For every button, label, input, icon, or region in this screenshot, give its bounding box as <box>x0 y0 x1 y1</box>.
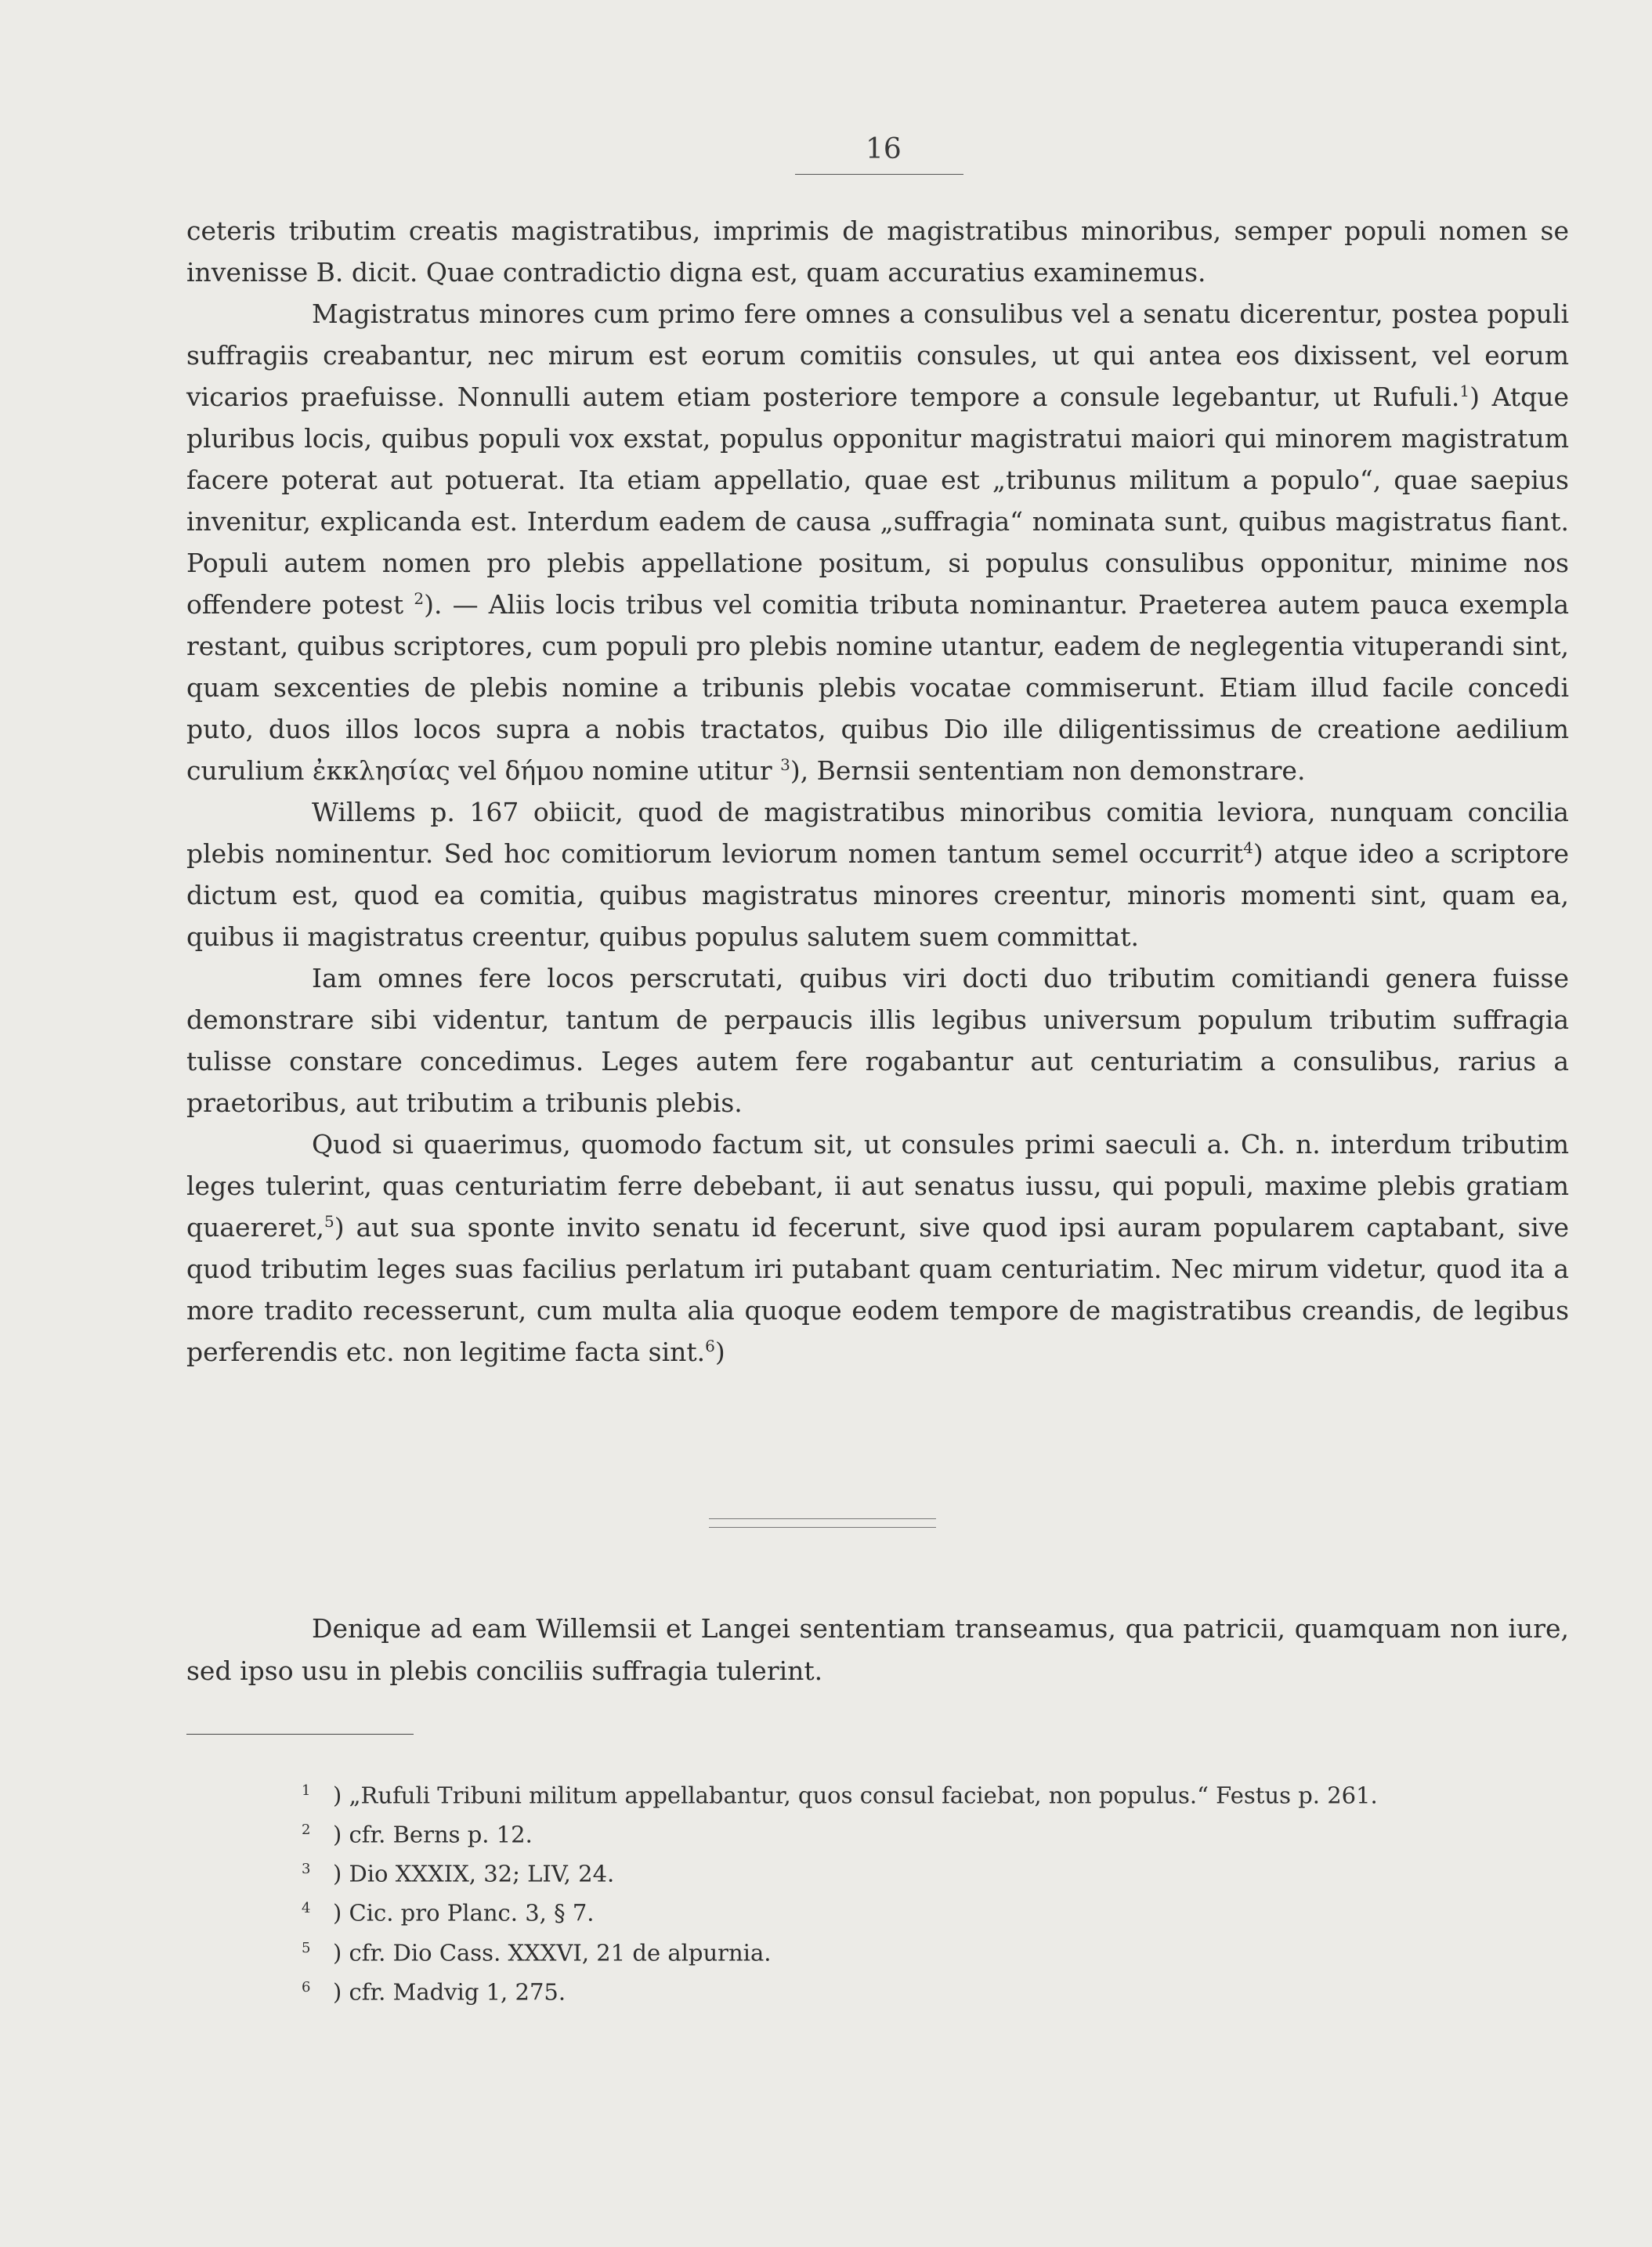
footnote-ref-4: 4 <box>1243 838 1253 857</box>
footnote-ref-2: 2 <box>414 589 425 608</box>
footnote <box>302 1931 1555 1970</box>
footnote <box>302 1970 1555 2010</box>
footnote-text: ) cfr. Berns p. 12. <box>333 1821 533 1848</box>
footnote <box>302 1813 1555 1852</box>
footnote-mark: 3 <box>302 1861 311 1878</box>
paragraph-3: Willems p. 167 obiicit, quod de magistratibus minoribus comitia leviora, nunquam concilia plebis nominentur. Sed hoc comitiorum leviorum nomen tantum semel occurrit$^4$) atque ideo a scriptore dictum est, quod ea comitia, quibus magistratus minores creentur, minoris momenti sint, quam ea, quibus ii magistratus creentur, quibus populus salutem suem committat. <box>186 797 1569 952</box>
section-separator <box>709 1518 936 1528</box>
footnote-mark: 5 <box>302 1939 311 1956</box>
page-number-rule <box>795 174 963 175</box>
page-number: 16 <box>866 133 902 165</box>
closing-paragraph: Denique ad eam Willemsii et Langei sententiam transeamus, qua patricii, quamquam non iure, sed ipso usu in plebis conciliis suffragia tulerint. <box>186 1613 1569 1686</box>
footnotes <box>302 1774 1555 2010</box>
footnote-text: ) cfr. Madvig 1, 275. <box>333 1978 566 2006</box>
footnote-mark: 2 <box>302 1822 311 1839</box>
footnote-text: ) Cic. pro Planc. 3, § 7. <box>333 1900 595 1927</box>
footnote-rule <box>186 1734 414 1735</box>
paragraph-4: Iam omnes fere locos perscrutati, quibus viri docti duo tributim comitiandi genera fuisse demonstrare sibi videntur, tantum de perpaucis illis legibus universum populum tributim suffragia tulisse constare concedimus. Leges autem fere rogabantur aut centuriatim a consulibus, rarius a praetoribus, aut tributim a tribunis plebis. <box>186 963 1569 1118</box>
footnote-text: ) cfr. Dio Cass. XXXVI, 21 de alpurnia. <box>333 1939 772 1967</box>
footnote-ref-6: 6 <box>705 1337 715 1355</box>
footnote-mark: 6 <box>302 1978 311 1996</box>
footnote-text: ) „Rufuli Tribuni militum appellabantur, quos consul faciebat, non populus.“ Festus p. 261. <box>333 1782 1378 1809</box>
main-text <box>186 210 1569 1373</box>
paragraph-2: Magistratus minores cum primo fere omnes a consulibus vel a senatu dicerentur, postea populi suffragiis creabantur, nec mirum est eorum comitiis consules, ut qui antea eos dixissent, vel eorum vicarios praefuisse. Nonnulli autem etiam posteriore tempore a consule legebantur, ut Rufuli.$^1$) Atque pluribus locis, quibus populi vox exstat, populus opponitur magistratui maiori qui minorem magistratum facere poterat aut potuerat. Ita etiam appellatio, quae est „tribunus militum a populo“, quae saepius invenitur, explicanda est. Interdum eadem de causa „suffragia“ nominata sunt, quibus magistratus fiant. Populi autem nomen pro plebis appellatione positum, si populus consulibus opponitur, minime nos offendere potest $^2$). — Aliis locis tribus vel comitia tributa nominantur. Praeterea autem pauca exempla restant, quibus scriptores, cum populi pro plebis nomine utantur, eadem de neglegentia vituperandi sint, quam sexcenties de plebis nomine a tribunis plebis vocatae commiserunt. Etiam illud facile concedi puto, duos illos locos supra a nobis tractatos, quibus Dio ille diligentissimus de creatione aedilium curulium ἐκκλησίας vel δήμου nomine utitur $^3$), Bernsii sententiam non demonstrare. <box>186 299 1569 786</box>
footnote <box>302 1891 1555 1930</box>
paragraph-5: Quod si quaerimus, quomodo factum sit, ut consules primi saeculi a. Ch. n. interdum tributim leges tulerint, quas centuriatim ferre debebant, ii aut senatus iussu, qui populi, maxime plebis gratiam quaereret,$^5$) aut sua sponte invito senatu id fecerunt, sive quod ipsi auram popularem captabant, sive quod tributim leges suas facilius perlatum iri putabant quam centuriatim. Nec mirum videtur, quod ita a more tradito recesserunt, cum multa alia quoque eodem tempore de magistratibus creandis, de legibus perferendis etc. non legitime facta sint.$^6$) <box>186 1129 1569 1367</box>
footnote-ref-3: 3 <box>780 755 790 774</box>
footnote-text: ) Dio XXXIX, 32; LIV, 24. <box>333 1860 615 1887</box>
footnote-mark: 1 <box>302 1782 311 1799</box>
footnote <box>302 1774 1555 1813</box>
closing-text <box>186 1608 1569 1692</box>
footnote <box>302 1852 1555 1891</box>
footnote-mark: 4 <box>302 1900 311 1917</box>
footnote-ref-5: 5 <box>324 1212 334 1231</box>
footnote-ref-1: 1 <box>1459 382 1470 400</box>
paragraph-1: ceteris tributim creatis magistratibus, imprimis de magistratibus minoribus, semper populi nomen se invenisse B. dicit. Quae contradictio digna est, quam accuratius examinemus. <box>186 215 1569 288</box>
